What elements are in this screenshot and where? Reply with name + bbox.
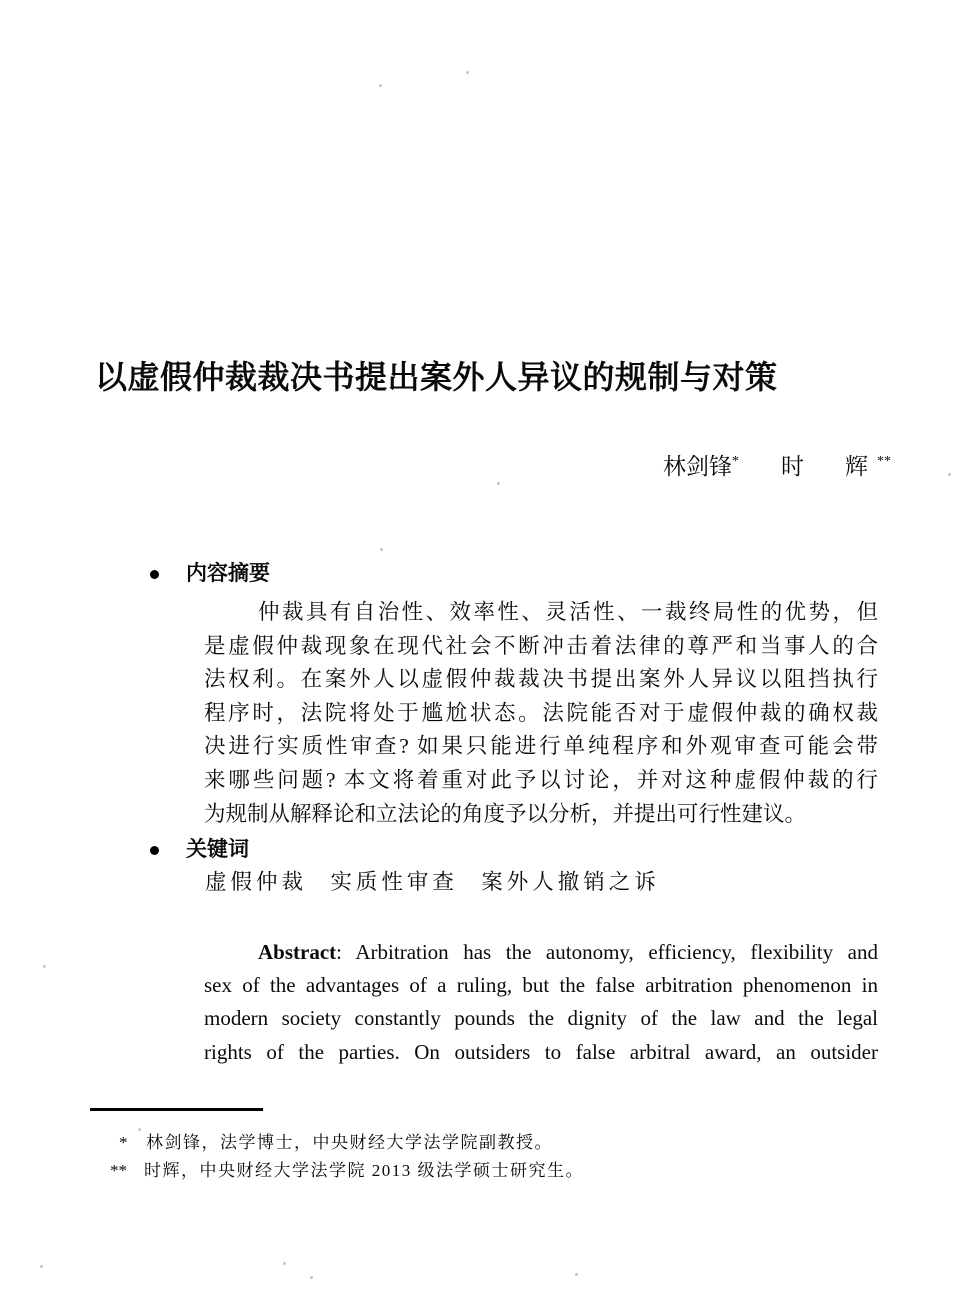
- scan-speck: [466, 71, 469, 74]
- scan-speck: [283, 1262, 286, 1265]
- abstract-cn-line: 来哪些问题? 本文将着重对此予以讨论，并对这种虚假仲裁的行: [204, 767, 878, 792]
- abstract-cn: [204, 596, 878, 831]
- abstract-en-label: Abstract: [258, 940, 337, 964]
- abstract-en-text: Arbitration has the autonomy, efficiency, flexibility and: [355, 940, 878, 964]
- abstract-cn-line: 程序时，法院将处于尴尬状态。法院能否对于虚假仲裁的确权裁: [204, 700, 878, 725]
- keywords-heading: 关键词: [186, 838, 249, 861]
- scan-speck: [310, 1276, 313, 1279]
- keyword: 案外人撤销之诉: [481, 870, 660, 894]
- bullet-icon: [150, 570, 159, 579]
- footnote-marker: **: [110, 1161, 127, 1180]
- footnote-marker: *: [119, 1133, 128, 1152]
- author-name: 时 辉: [781, 454, 877, 479]
- scan-speck: [138, 1128, 141, 1131]
- scan-speck: [575, 1273, 578, 1276]
- abstract-cn-line: 是虚假仲裁现象在现代社会不断冲击着法律的尊严和当事人的合: [204, 633, 878, 658]
- author-footnote-marker: *: [732, 454, 739, 469]
- keyword: 实质性审查: [330, 870, 458, 894]
- abstract-cn-line: 决进行实质性审查? 如果只能进行单纯程序和外观审查可能会带: [204, 734, 878, 759]
- scan-speck: [948, 473, 951, 476]
- bullet-icon: [150, 846, 159, 855]
- author-line: [663, 447, 891, 482]
- abstract-cn-line: 仲裁具有自治性、效率性、灵活性、一裁终局性的优势，但: [258, 600, 878, 624]
- footnote-text: 时辉，中央财经大学法学院 2013 级法学硕士研究生。: [144, 1161, 584, 1180]
- keywords-list: [205, 868, 660, 896]
- author-name: 林剑锋: [663, 454, 732, 479]
- page-title: 以虚假仲裁裁决书提出案外人异议的规制与对策: [95, 359, 778, 395]
- footnote-divider: [90, 1108, 263, 1111]
- abstract-en-separator: :: [336, 940, 356, 964]
- footnote: [119, 1132, 553, 1154]
- abstract-en-line: rights of the parties. On outsiders to false arbitral award, an outsider: [204, 1039, 878, 1064]
- keyword: 虚假仲裁: [205, 870, 308, 894]
- abstract-cn-heading: 内容摘要: [186, 562, 270, 585]
- scan-speck: [379, 84, 382, 87]
- scan-speck: [380, 548, 383, 551]
- abstract-en-line: [204, 936, 878, 969]
- abstract-en-line: modern society constantly pounds the dignity of the law and the legal: [204, 1006, 878, 1031]
- abstract-en-line: sex of the advantages of a ruling, but the false arbitration phenomenon in: [204, 973, 878, 998]
- author-footnote-marker: **: [877, 454, 891, 469]
- abstract-en: [204, 936, 878, 1069]
- scan-speck: [40, 1265, 43, 1268]
- footnote: [110, 1160, 584, 1182]
- abstract-cn-line: 法权利。在案外人以虚假仲裁裁决书提出案外人异议以阻挡执行: [204, 667, 878, 692]
- footnote-text: 林剑锋，法学博士，中央财经大学法学院副教授。: [146, 1133, 553, 1152]
- abstract-cn-line: 为规制从解释论和立法论的角度予以分析，并提出可行性建议。: [204, 801, 807, 826]
- scan-speck: [43, 965, 46, 968]
- scan-speck: [497, 482, 500, 485]
